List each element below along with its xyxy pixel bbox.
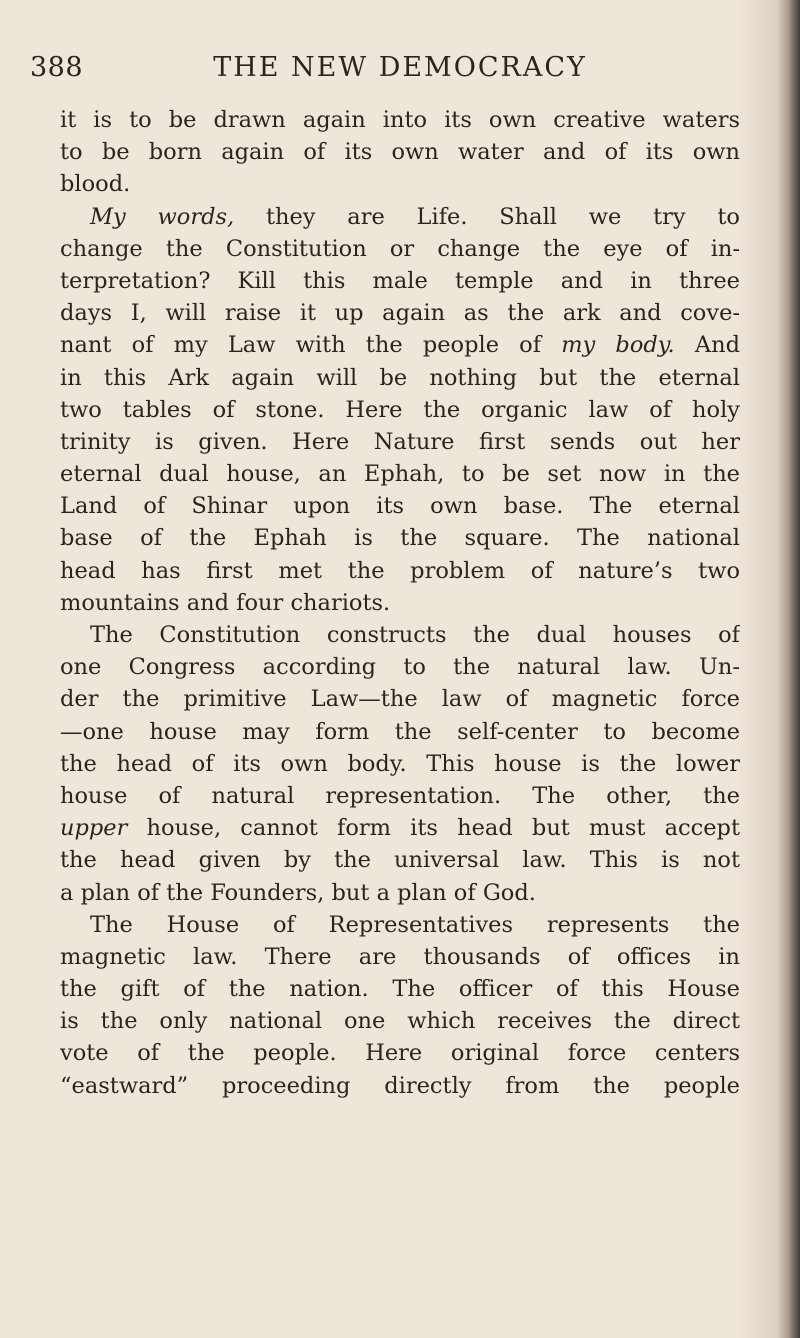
text-line	[60, 812, 740, 844]
text-line: “eastward” proceeding directly from the people	[60, 1072, 740, 1099]
italic-phrase: My words,	[90, 203, 235, 230]
text-line: magnetic law. There are thousands of offices in	[60, 943, 740, 970]
text-line: is the only national one which receives the direct	[60, 1008, 740, 1035]
text-line: one Congress according to the natural law. Un-	[60, 654, 740, 681]
text-line: a plan of the Founders, but a plan of God.	[60, 879, 536, 906]
text-line: The House of Representatives represents the	[90, 911, 740, 938]
text-segment: And	[674, 332, 740, 359]
text-line: trinity is given. Here Nature first sends out her	[60, 428, 740, 455]
running-head: THE NEW DEMOCRACY	[213, 52, 587, 83]
page-header	[30, 52, 770, 92]
text-line: the head of its own body. This house is the lower	[60, 750, 740, 777]
text-line: two tables of stone. Here the organic law of holy	[60, 396, 740, 423]
text-segment: they are Life. Shall we try to	[234, 203, 740, 230]
text-line: to be born again of its own water and of its own	[60, 139, 740, 166]
text-line: blood.	[60, 171, 131, 198]
text-line: head has first met the problem of nature’s two	[60, 557, 740, 584]
text-line	[60, 329, 740, 361]
text-line: eternal dual house, an Ephah, to be set now in the	[60, 461, 740, 488]
text-segment: house, cannot form its head but must accept	[127, 815, 740, 842]
italic-phrase: upper	[60, 815, 128, 842]
page-gutter-shadow	[778, 0, 800, 1338]
text-line: vote of the people. Here original force centers	[60, 1040, 740, 1067]
text-line: —one house may form the self-center to become	[60, 718, 740, 745]
text-line: base of the Ephah is the square. The national	[60, 525, 740, 552]
italic-phrase: my body.	[561, 332, 675, 359]
text-line: it is to be drawn again into its own creative waters	[60, 107, 740, 133]
text-line: in this Ark again will be nothing but the eternal	[60, 364, 740, 391]
text-line: the gift of the nation. The officer of this House	[60, 976, 740, 1003]
text-line: Land of Shinar upon its own base. The eternal	[60, 493, 740, 520]
text-line	[60, 201, 740, 233]
text-line: terpretation? Kill this male temple and in three	[60, 267, 740, 294]
text-line: the head given by the universal law. This is not	[60, 847, 740, 874]
text-line: der the primitive Law—the law of magnetic force	[60, 686, 740, 713]
text-segment: nant of my Law with the people of	[60, 332, 562, 359]
text-line: days I, will raise it up again as the ark and cove-	[60, 300, 740, 327]
page-number: 388	[30, 52, 84, 83]
text-line: change the Constitution or change the eye of in-	[60, 235, 740, 262]
body-text	[60, 104, 740, 1102]
text-line: mountains and four chariots.	[60, 589, 391, 616]
text-line: house of natural representation. The other, the	[60, 782, 740, 809]
text-line: The Constitution constructs the dual houses of	[90, 622, 740, 648]
